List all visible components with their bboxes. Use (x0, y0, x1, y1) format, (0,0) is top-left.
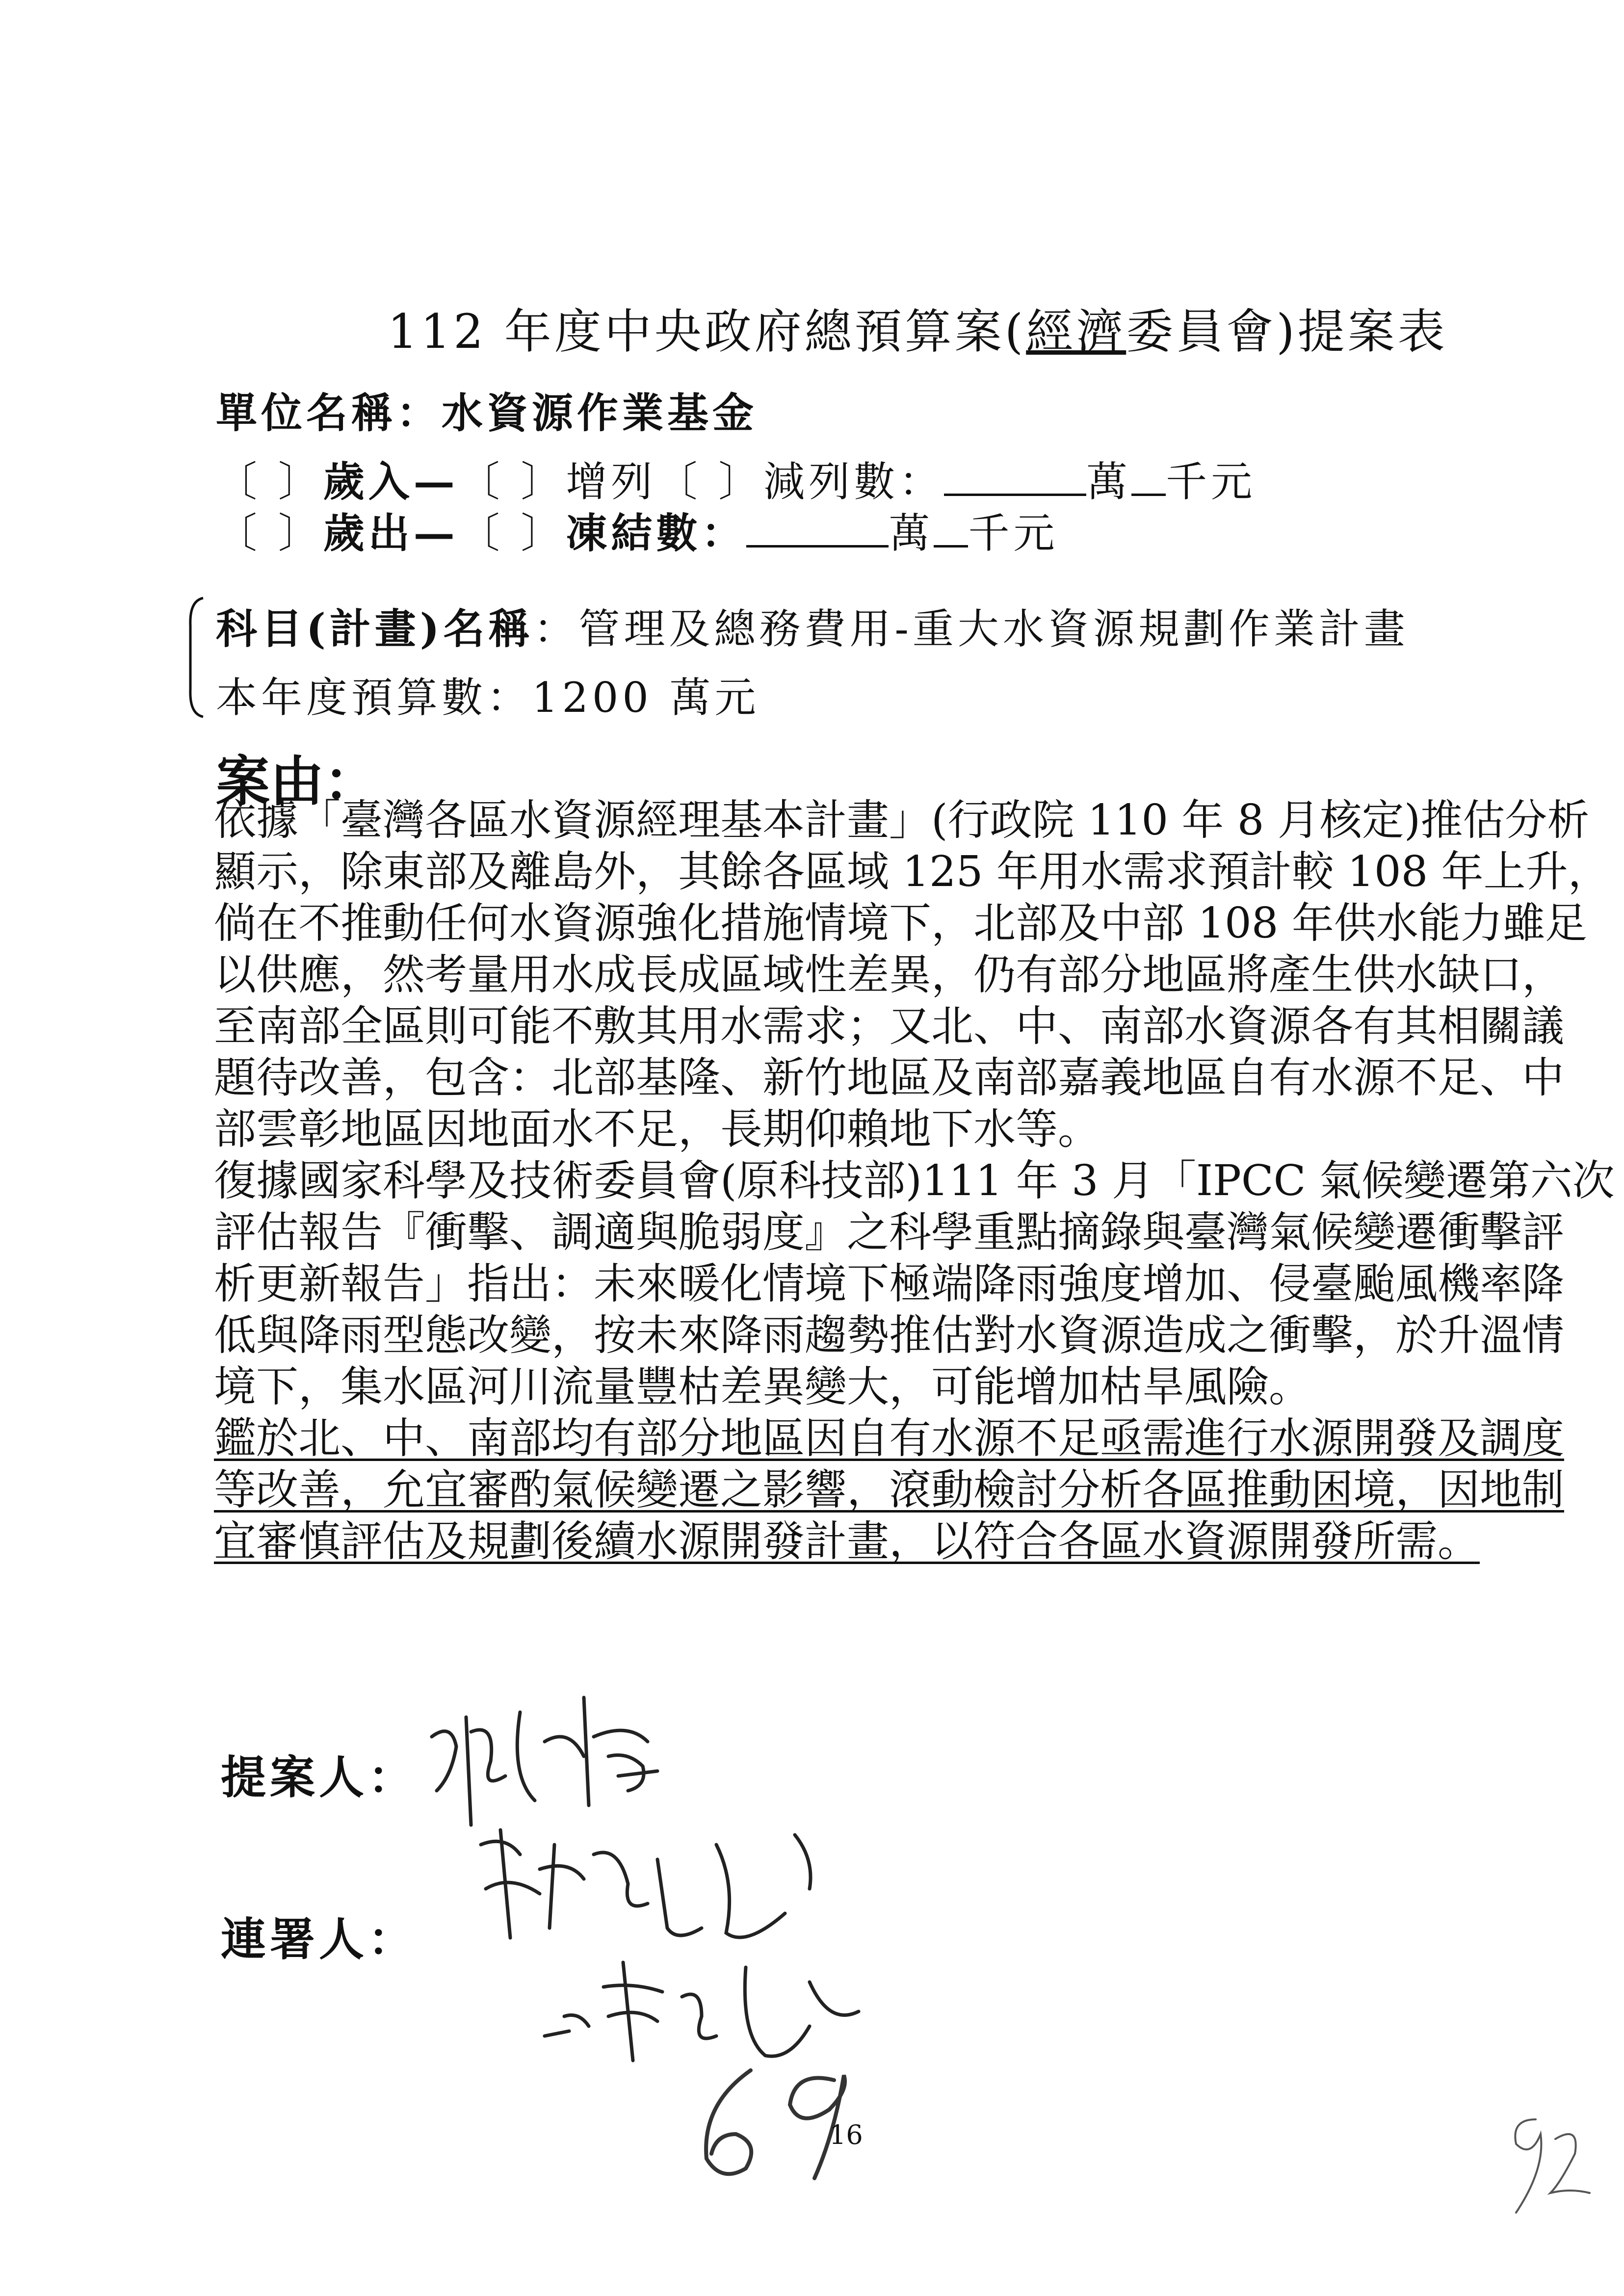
reason-paragraph-3 (214, 1413, 1564, 1567)
unit-label: 單位名稱： (216, 389, 442, 437)
budget-label: 本年度預算數： (216, 674, 532, 722)
decrease-qian-blank[interactable] (1131, 459, 1166, 496)
decrease-label: 減列數： (763, 458, 944, 506)
reason-paragraph-1 (214, 795, 1610, 1155)
unit-value: 水資源作業基金 (442, 389, 758, 437)
subject-name (216, 596, 1409, 655)
cosigner-signature-2 (535, 1953, 868, 2075)
paragraph-line: 鑑於北、中、南部均有部分地區因自有水源不足亟需進行水源開發及調度 (214, 1414, 1564, 1463)
freeze-checkbox[interactable]: 〔 〕 (458, 509, 566, 557)
reason-body (214, 795, 1615, 1567)
wan-label: 萬 (1086, 458, 1132, 506)
cosigner-signature-1 (471, 1815, 844, 1962)
budget-amount (216, 665, 760, 724)
paragraph-line: 宜審慎評估及規劃後續水源開發計畫，以符合各區水資源開發所需。 (214, 1517, 1480, 1566)
page-title (388, 294, 1448, 362)
revenue-label: 歲入— (323, 457, 459, 506)
paragraph-line: 低與降雨型態改變，按未來降雨趨勢推估對水資源造成之衝擊，於升溫情 (214, 1311, 1564, 1360)
wan-label: 萬 (889, 509, 934, 557)
expense-row (216, 500, 1058, 560)
paragraph-line: 顯示，除東部及離島外，其餘各區域 125 年用水需求預計較 108 年上升， (214, 847, 1610, 896)
decrease-checkbox[interactable]: 〔 〕 (656, 458, 764, 506)
expense-checkbox[interactable]: 〔 〕 (216, 509, 323, 557)
proposer-signature (422, 1678, 697, 1835)
paragraph-line: 依據「臺灣各區水資源經理基本計畫」(行政院 110 年 8 月核定)推估分析 (214, 796, 1590, 845)
proposer-label: 提案人： (221, 1751, 418, 1804)
qian-label: 千元 (1166, 458, 1257, 506)
cosigner-label: 連署人： (221, 1913, 418, 1966)
decrease-wan-blank[interactable] (944, 459, 1086, 496)
paragraph-line: 等改善，允宜審酌氣候變遷之影響，滾動檢討分析各區推動困境，因地制 (214, 1465, 1564, 1514)
paragraph-line: 境下，集水區河川流量豐枯差異變大，可能增加枯旱風險。 (214, 1362, 1311, 1411)
reason-paragraph-2 (214, 1155, 1615, 1413)
budget-value: 1200 萬元 (532, 674, 760, 722)
subject-label: 科目(計畫)名稱 (216, 604, 534, 653)
subject-value: ：管理及總務費用-重大水資源規劃作業計畫 (533, 605, 1409, 653)
paragraph-line: 至南部全區則可能不敷其用水需求；又北、中、南部水資源各有其相關議 (214, 1002, 1564, 1051)
corner-number-92 (1496, 2110, 1595, 2222)
revenue-checkbox[interactable]: 〔 〕 (216, 458, 323, 506)
increase-label: 增列 (566, 458, 656, 506)
freeze-wan-blank[interactable] (746, 511, 889, 548)
paragraph-line: 復據國家科學及技術委員會(原科技部)111 年 3 月「IPCC 氣候變遷第六次 (214, 1156, 1615, 1205)
page-number: 16 (829, 2119, 863, 2150)
freeze-label: 凍結數： (566, 509, 747, 557)
qian-label: 千元 (968, 509, 1059, 557)
unit-name (216, 380, 758, 440)
freeze-qian-blank[interactable] (934, 511, 968, 548)
paragraph-line: 評估報告『衝擊、調適與脆弱度』之科學重點摘錄與臺灣氣候變遷衝擊評 (214, 1208, 1564, 1257)
paragraph-line: 倘在不推動任何水資源強化措施情境下，北部及中部 108 年供水能力雖足 (214, 899, 1587, 948)
paragraph-line: 析更新報告」指出：未來暖化情境下極端降雨強度增加、侵臺颱風機率降 (214, 1259, 1564, 1308)
title-committee: 經濟 (1026, 304, 1126, 359)
title-suffix: 委員會)提案表 (1126, 304, 1448, 359)
increase-checkbox[interactable]: 〔 〕 (458, 458, 566, 506)
title-prefix: 112 年度中央政府總預算案( (388, 304, 1026, 359)
reason-heading: 案由： (216, 750, 378, 813)
revenue-row (216, 449, 1256, 508)
paragraph-line: 以供應，然考量用水成長成區域性差異，仍有部分地區將產生供水缺口， (214, 950, 1564, 999)
paragraph-line: 題待改善，包含：北部基隆、新竹地區及南部嘉義地區自有水源不足、中 (214, 1053, 1564, 1102)
paragraph-line: 部雲彰地區因地面水不足，長期仰賴地下水等。 (214, 1105, 1100, 1154)
bracket-mark (185, 596, 205, 719)
expense-label: 歲出— (323, 509, 459, 557)
